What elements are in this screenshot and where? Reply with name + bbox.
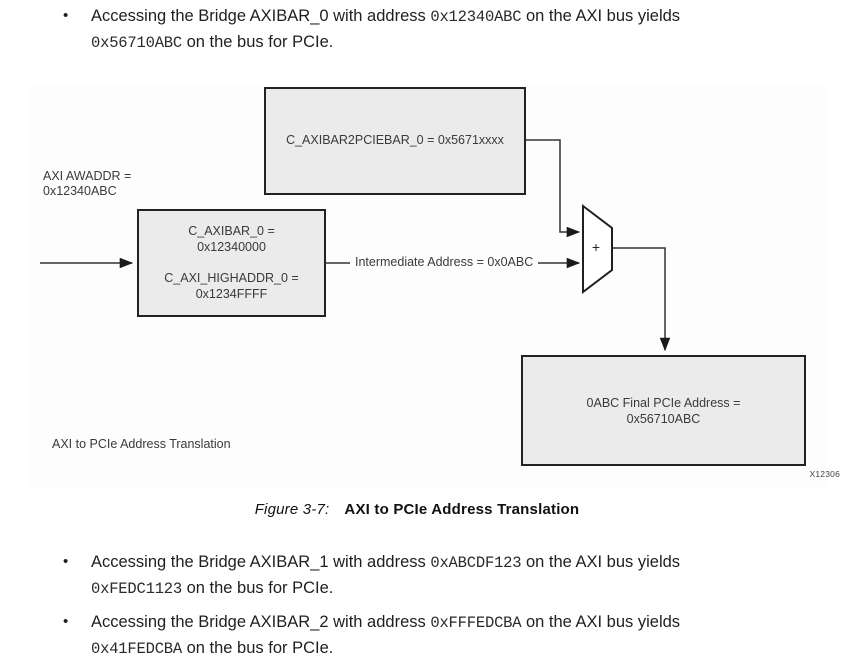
figure-watermark-id: X12306: [809, 469, 840, 479]
bullet-segment: on the bus for PCIe.: [182, 33, 334, 51]
bullet-text: [91, 610, 802, 662]
hex-address-pcie: 0x41FEDCBA: [91, 640, 183, 658]
bullet-text: [91, 550, 802, 602]
bullet-item-axibar0: [62, 4, 802, 56]
bullet-marker: •: [63, 7, 69, 24]
pciebar-to-adder-connector: [526, 140, 579, 232]
highaddr-value-group: [164, 271, 298, 302]
hex-address-axi: 0xFFFEDCBA: [430, 614, 522, 632]
highaddr-line-2: 0x1234FFFF: [195, 286, 268, 301]
pciebar-parameter-box: [264, 87, 526, 195]
bullet-segment: on the bus for PCIe.: [182, 639, 334, 657]
bullet-marker: •: [63, 553, 69, 570]
bullet-segment: Accessing the Bridge AXIBAR_1 with address: [91, 553, 431, 571]
awaddr-line-1: AXI AWADDR =: [43, 169, 132, 183]
bullet-marker: •: [63, 613, 69, 630]
bullet-segment: on the AXI bus yields: [521, 553, 681, 571]
axibar-line-1: C_AXIBAR_0 =: [188, 224, 275, 238]
figure-caption: [0, 500, 834, 520]
bullet-line-1: [91, 610, 802, 636]
figure-diagram: [30, 85, 840, 488]
bullet-line-2: [91, 30, 802, 56]
final-address-box: [521, 355, 806, 466]
hex-address-axi: 0x12340ABC: [430, 8, 522, 26]
final-box-line-2: 0x56710ABC: [626, 411, 701, 426]
bullet-segment: Accessing the Bridge AXIBAR_2 with address: [91, 613, 431, 631]
bullet-line-1: [91, 4, 802, 30]
hex-address-axi: 0xABCDF123: [430, 554, 522, 572]
bullet-segment: on the bus for PCIe.: [182, 579, 334, 597]
diagram-inline-title: AXI to PCIe Address Translation: [52, 437, 231, 451]
axibar-line-2: 0x12340000: [197, 239, 266, 254]
intermediate-address-label: Intermediate Address = 0x0ABC: [350, 254, 538, 271]
pciebar-box-label: C_AXIBAR2PCIEBAR_0 = 0x5671xxxx: [286, 133, 504, 148]
bullet-segment: on the AXI bus yields: [521, 7, 681, 25]
bullet-segment: Accessing the Bridge AXIBAR_0 with address: [91, 7, 431, 25]
bullet-line-2: [91, 576, 802, 602]
hex-address-pcie: 0xFEDC1123: [91, 580, 183, 598]
axibar-value-group: [188, 224, 275, 255]
final-box-line-1: 0ABC Final PCIe Address =: [586, 395, 741, 410]
bullet-segment: on the AXI bus yields: [521, 613, 681, 631]
figure-caption-title: AXI to PCIe Address Translation: [344, 501, 580, 518]
figure-caption-number: Figure 3-7:: [254, 501, 330, 518]
highaddr-line-1: C_AXI_HIGHADDR_0 =: [164, 271, 299, 285]
axi-awaddr-label: [43, 169, 131, 198]
bullet-item-axibar2: [62, 610, 802, 662]
awaddr-line-2: 0x12340ABC: [43, 183, 117, 198]
hex-address-pcie: 0x56710ABC: [91, 34, 183, 52]
bullet-line-1: [91, 550, 802, 576]
bullet-item-axibar1: [62, 550, 802, 602]
bullet-line-2: [91, 636, 802, 662]
adder-plus-symbol: +: [591, 239, 601, 255]
axibar-parameter-box: [137, 209, 326, 317]
adder-output-arrow: [612, 248, 665, 350]
bullet-text: [91, 4, 802, 56]
